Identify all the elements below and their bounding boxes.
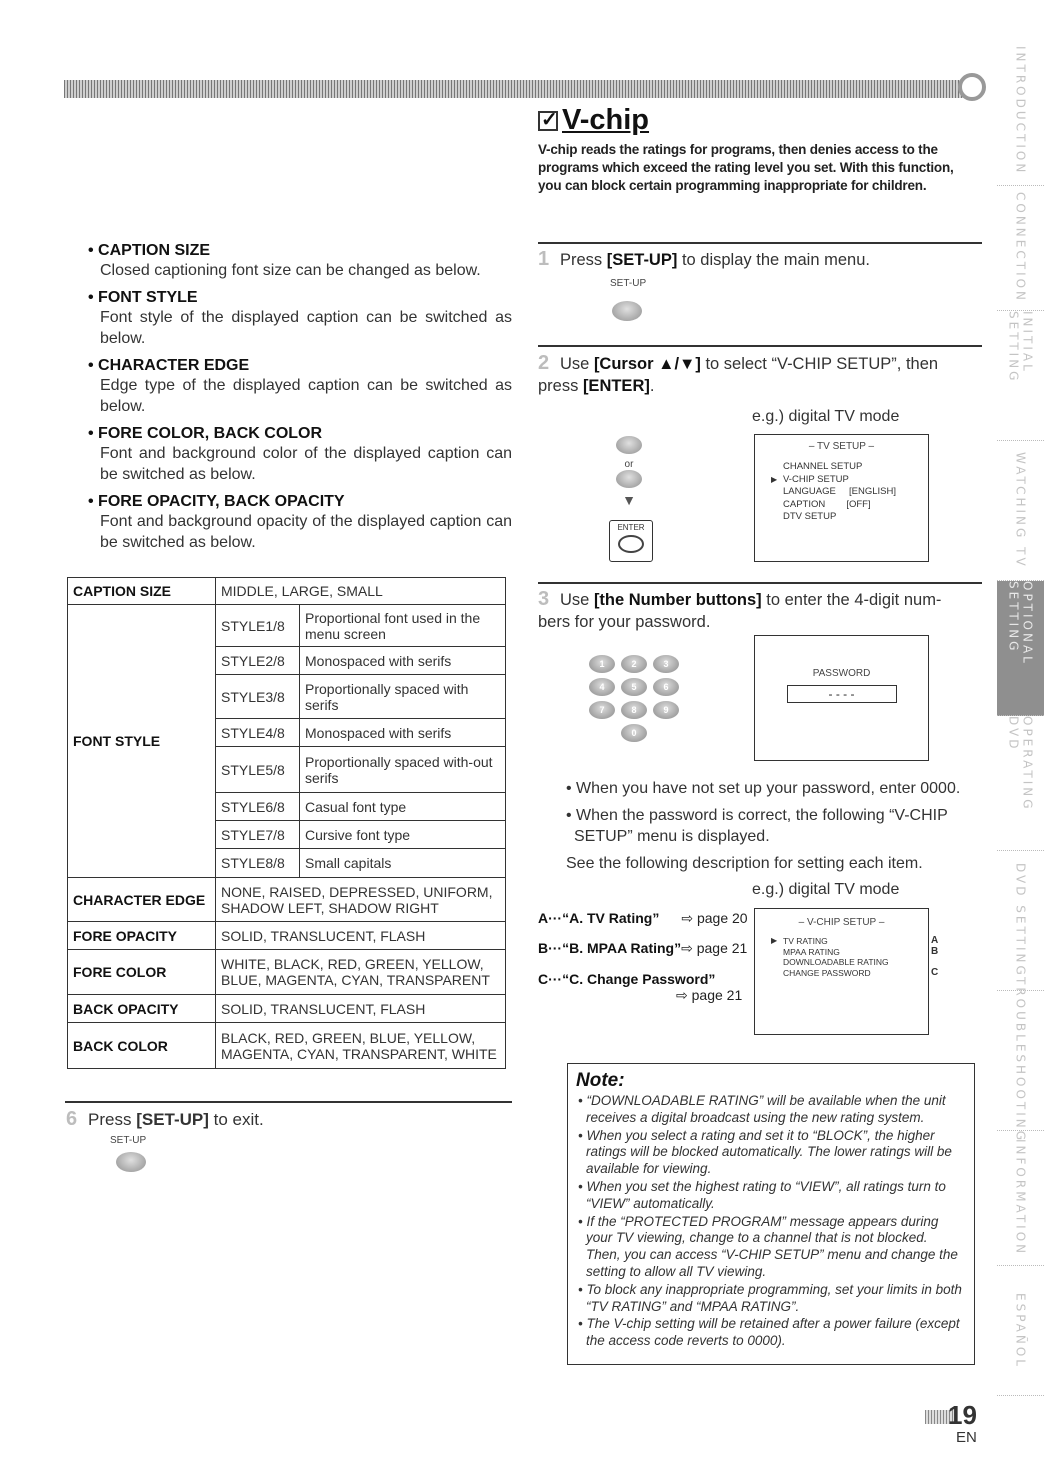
number-8-button-icon: 8 — [621, 701, 647, 719]
step-1: 1 Press [SET-UP] to display the main menu. SET-UP — [538, 248, 870, 327]
number-2-button-icon: 2 — [621, 655, 647, 673]
side-tab-dvd-setting[interactable]: DVD SETTING — [997, 851, 1044, 991]
note-title: Note: — [576, 1070, 625, 1091]
bullet-heading: • FORE COLOR, BACK COLOR — [88, 425, 323, 442]
cursor-down-icon — [616, 470, 642, 488]
bullet-text: Font and background color of the displayed caption can be switched as below. — [100, 445, 512, 483]
menu-list: ▶ TV RATING A MPAA RATING B DOWNLOADABLE RATING CHANGE PASSWORD C — [783, 936, 963, 978]
tv-setup-menu-screen — [754, 434, 929, 562]
note-item: • To block any inappropriate programming, set your limits in both “TV RATING” and “MPAA RATING”. — [578, 1281, 962, 1314]
enter-button-icon — [618, 535, 644, 553]
step-number: 3 — [538, 588, 550, 610]
note-box — [567, 1063, 975, 1365]
bullet-text: Closed captioning font size can be changed as below. — [100, 262, 481, 279]
table-row — [68, 922, 506, 950]
checkbox-icon — [538, 111, 558, 131]
table-cell: Casual font type — [300, 793, 506, 821]
step-number: 2 — [538, 352, 550, 374]
table-row — [68, 1023, 506, 1069]
table-cell: Proportionally spaced with-out serifs — [300, 747, 506, 793]
side-tab-connection[interactable]: CONNECTION — [997, 186, 1044, 311]
table-cell: STYLE7/8 — [216, 821, 300, 849]
cursor-arrow-icon: ▶ — [771, 936, 778, 945]
table-header-cell: BACK COLOR — [68, 1023, 216, 1069]
side-tab-optional-setting[interactable]: OPTIONAL SETTING — [997, 581, 1044, 716]
or-label: or — [624, 459, 634, 470]
side-tab-information[interactable]: INFORMATION — [997, 1131, 1044, 1266]
table-cell: Small capitals — [300, 849, 506, 878]
vchip-description: V-chip reads the ratings for programs, then denies access to the programs which exceed the rating level you set. With this function, you can block certain programming inappropriate for children. — [538, 142, 954, 193]
page-number: 19 — [948, 1400, 977, 1430]
divider — [538, 242, 982, 244]
table-cell: Monospaced with serifs — [300, 647, 506, 675]
table-header-cell: BACK OPACITY — [68, 995, 216, 1023]
menu-list — [771, 461, 928, 524]
table-cell: Cursive font type — [300, 821, 506, 849]
arrow-down-icon: ▼ — [622, 492, 636, 508]
divider — [538, 345, 982, 347]
side-tab-initial-setting[interactable]: INITIAL SETTING — [997, 311, 1044, 441]
table-header-cell: FORE COLOR — [68, 950, 216, 995]
step-number: 1 — [538, 248, 550, 270]
setup-button-illustration — [66, 1135, 264, 1177]
bullet-text: Font style of the displayed caption can be switched as below. — [100, 309, 512, 347]
table-cell: STYLE2/8 — [216, 647, 300, 675]
divider — [65, 1101, 512, 1103]
table-row — [68, 995, 506, 1023]
bullet-heading: • CHARACTER EDGE — [88, 357, 250, 374]
table-cell: STYLE4/8 — [216, 719, 300, 747]
note-item: • “DOWNLOADABLE RATING” will be available when the unit receives a digital broadcast using the new rating system. — [578, 1093, 946, 1125]
header-circle-icon — [958, 73, 986, 101]
table-cell: SOLID, TRANSLUCENT, FLASH — [216, 922, 506, 950]
item-a-reference: A···“A. TV Rating” ⇨ page 20 — [538, 910, 748, 926]
caption-settings-table — [67, 577, 506, 1069]
bullet-text: • When you have not set up your password, enter 0000. — [566, 780, 961, 797]
language-label: EN — [956, 1429, 977, 1446]
note-item: • When you select a rating and set it to “BLOCK”, the higher ratings will be blocked automatically. The lower ratings will be available for viewing. — [578, 1127, 952, 1177]
menu-item: LANGUAGE [ENGLISH] — [783, 486, 896, 497]
table-cell: STYLE8/8 — [216, 849, 300, 878]
table-header-cell: FORE OPACITY — [68, 922, 216, 950]
bullet-heading: • FONT STYLE — [88, 289, 198, 306]
menu-item: DTV SETUP — [783, 511, 837, 522]
side-tab-espanol[interactable]: ESPAÑOL — [997, 1266, 1044, 1396]
menu-item: DOWNLOADABLE RATING — [783, 957, 889, 967]
step-6: 6 Press [SET-UP] to exit. SET-UP — [66, 1108, 264, 1177]
note-item: • When you set the highest rating to “VIEW”, all ratings turn to “VIEW” automatically. — [578, 1178, 946, 1211]
note-item: • The V-chip setting will be retained after a power failure (except the access code reverts to 0000). — [578, 1316, 960, 1349]
menu-item: CHANNEL SETUP — [783, 461, 863, 472]
menu-item-selected: ▶ TV RATING A — [771, 935, 939, 946]
table-cell: Proportional font used in the menu screen — [300, 605, 506, 647]
side-tab-troubleshooting[interactable]: TROUBLESHOOTING — [997, 991, 1044, 1131]
enter-label: ENTER — [617, 523, 645, 532]
button-label: SET-UP — [110, 1135, 147, 1146]
section-side-tabs — [997, 36, 1044, 1396]
table-cell: Monospaced with serifs — [300, 719, 506, 747]
table-header-cell: CHARACTER EDGE — [68, 878, 216, 922]
table-header-cell: FONT STYLE — [68, 605, 216, 878]
number-1-button-icon: 1 — [589, 655, 615, 673]
menu-title: – TV SETUP – — [808, 441, 875, 452]
bullet-text: Edge type of the displayed caption can be switched as below. — [100, 377, 512, 415]
bullet-heading: • FORE OPACITY, BACK OPACITY — [88, 493, 345, 510]
step-number: 6 — [66, 1108, 78, 1130]
number-4-button-icon: 4 — [589, 678, 615, 696]
table-cell: SOLID, TRANSLUCENT, FLASH — [216, 995, 506, 1023]
menu-item-selected: ▶ V-CHIP SETUP — [771, 473, 849, 485]
table-row — [68, 950, 506, 995]
table-cell: MIDDLE, LARGE, SMALL — [216, 578, 506, 605]
menu-item: CAPTION [OFF] — [783, 498, 871, 510]
side-tab-operating-dvd[interactable]: OPERATING DVD — [997, 716, 1044, 851]
number-3-button-icon: 3 — [653, 655, 679, 673]
description-text: See the following description for setting each item. — [566, 855, 923, 872]
password-label: PASSWORD — [812, 668, 871, 679]
table-cell: WHITE, BLACK, RED, GREEN, YELLOW, BLUE, MAGENTA, CYAN, TRANSPARENT — [216, 950, 506, 995]
page-title: ✓V-chip — [538, 104, 649, 137]
table-cell: STYLE5/8 — [216, 747, 300, 793]
item-b-reference: B···“B. MPAA Rating”⇨ page 21 — [538, 940, 748, 956]
side-tab-watching-tv[interactable]: WATCHING TV — [997, 441, 1044, 581]
number-9-button-icon: 9 — [653, 701, 679, 719]
menu-title: – V-CHIP SETUP – — [798, 917, 885, 928]
number-6-button-icon: 6 — [653, 678, 679, 696]
example-label: e.g.) digital TV mode — [752, 408, 900, 425]
table-cell: NONE, RAISED, DEPRESSED, UNIFORM, SHADOW LEFT, SHADOW RIGHT — [216, 878, 506, 922]
password-field: - - - - — [787, 685, 897, 703]
enter-button-illustration — [609, 520, 653, 562]
number-7-button-icon: 7 — [589, 701, 615, 719]
cursor-up-icon — [616, 436, 642, 454]
bullet-heading: • CAPTION SIZE — [88, 242, 211, 259]
note-item: • If the “PROTECTED PROGRAM” message appears during your TV viewing, change to a channel that is not blocked. Then, you can access “V-CHIP SETUP” menu and change the setting to allow all TV viewing. — [578, 1213, 958, 1279]
step-3: 3 Use [the Number buttons] to enter the 4-digit num-bers for your password. — [538, 588, 942, 631]
header-pattern-bar — [64, 80, 969, 98]
cursor-buttons-illustration — [614, 436, 644, 507]
bullet-text: • When the password is correct, the following “V-CHIP SETUP” menu is displayed. — [566, 807, 948, 845]
side-tab-introduction[interactable]: INTRODUCTION — [997, 36, 1044, 186]
table-cell: Proportionally spaced with serifs — [300, 675, 506, 719]
number-5-button-icon: 5 — [621, 678, 647, 696]
table-cell: STYLE1/8 — [216, 605, 300, 647]
divider — [538, 582, 982, 584]
caption-option-list — [88, 242, 512, 553]
number-buttons-illustration — [589, 655, 679, 747]
bullet-text: Font and background opacity of the displayed caption can be switched as below. — [100, 513, 512, 551]
example-label: e.g.) digital TV mode — [752, 881, 900, 898]
table-header-cell: CAPTION SIZE — [68, 578, 216, 605]
table-cell: STYLE6/8 — [216, 793, 300, 821]
setup-remote-button-icon — [116, 1152, 146, 1172]
table-row — [68, 578, 506, 605]
vchip-setup-menu-screen — [754, 908, 939, 1035]
table-row — [68, 605, 506, 647]
cursor-arrow-icon: ▶ — [771, 474, 778, 484]
table-cell: BLACK, RED, GREEN, BLUE, YELLOW, MAGENTA, CYAN, TRANSPARENT, WHITE — [216, 1023, 506, 1069]
table-row — [68, 878, 506, 922]
table-cell: STYLE3/8 — [216, 675, 300, 719]
setup-button-illustration — [538, 273, 870, 327]
step-2: 2 Use [Cursor ▲/▼] to select “V-CHIP SETUP”, then press [ENTER]. — [538, 352, 939, 395]
password-screen — [754, 635, 929, 761]
button-label: SET-UP — [610, 278, 647, 289]
number-0-button-icon: 0 — [621, 724, 647, 742]
setup-remote-button-icon — [612, 301, 642, 321]
item-c-reference: C···“C. Change Password” ⇨ page 21 — [538, 971, 743, 1003]
